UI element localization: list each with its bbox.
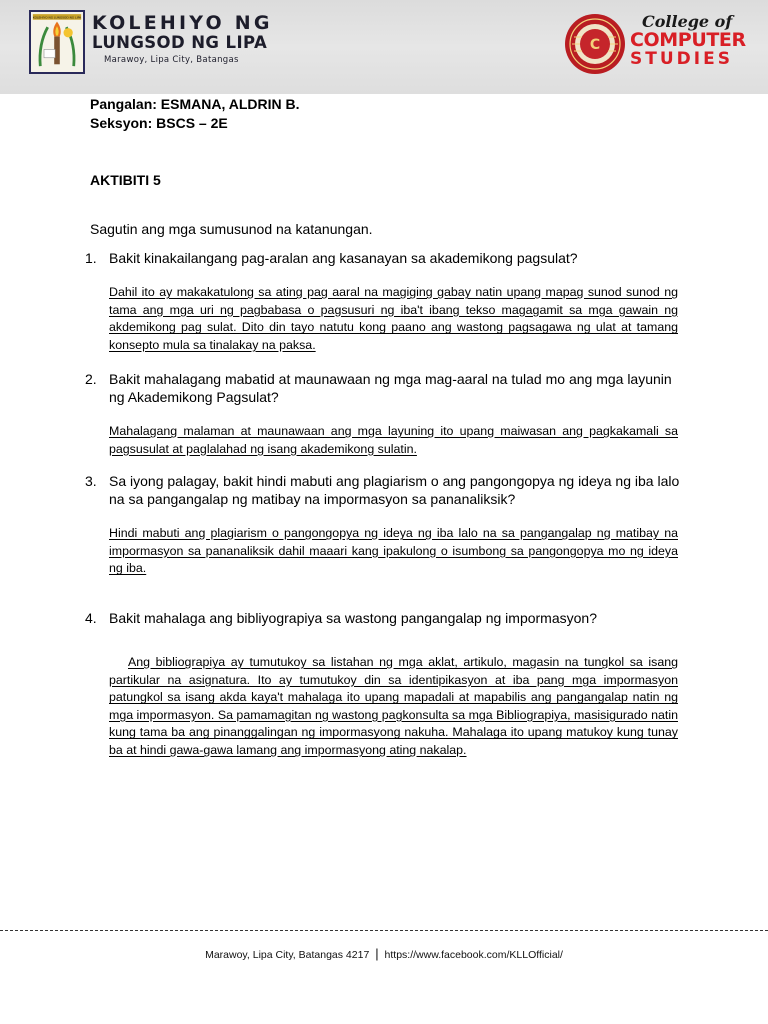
ccs-wordmark <box>630 14 756 68</box>
page-footer <box>0 946 768 961</box>
footer-facebook-link[interactable]: https://www.facebook.com/KLLOfficial/ <box>384 949 563 961</box>
footer-separator: | <box>375 946 379 961</box>
ccs-computer-label: COMPUTER <box>630 29 746 51</box>
activity-instructions: Sagutin ang mga sumusunod na katanungan. <box>90 221 373 237</box>
student-name: Pangalan: ESMANA, ALDRIN B. <box>90 96 300 112</box>
answer-2: Mahalagang malaman at maunawaan ang mga layuning ito upang maiwasan ang pagkakamali sa pagsusulat at paglalahad ng isang akademikong sulatin. <box>109 424 678 456</box>
question-number: 3. <box>85 473 97 489</box>
question-text: Bakit kinakailangang pag-aralan ang kasanayan sa akademikong pagsulat? <box>109 250 578 266</box>
school-name-block <box>92 14 273 64</box>
school-name-line1: KOLEHIYO NG <box>92 12 273 34</box>
ccs-college-label: College of <box>642 12 733 31</box>
footer-divider <box>0 930 768 931</box>
question-4 <box>85 609 685 627</box>
question-text: Sa iyong palagay, bakit hindi mabuti ang plagiarism o ang pangongopya ng ideya ng iba lalo na sa pangangalap ng matibay na impormasyon sa pananaliksik? <box>109 473 680 507</box>
ccs-studies-label: STUDIES <box>630 49 733 69</box>
ccs-emblem-logo <box>564 13 626 75</box>
school-seal-logo <box>29 10 85 74</box>
question-text: Bakit mahalagang mabatid at maunawaan ng mga mag-aaral na tulad mo ang mga layunin ng Akademikong Pagsulat? <box>109 371 672 405</box>
letterhead <box>0 0 768 94</box>
answer-1: Dahil ito ay makakatulong sa ating pag aaral na magiging gabay natin upang mapag sunod sunod ng tama ang mga uri ng pagbabasa o pagsusuri ng iba't ibang tekso magagamit sa mga gawain ng akdemikong pag sulat. Dito din tayo natutu kong paano ang wastong pagsagawa ng ulat at tamang konsepto mula sa tinalakay na paksa. <box>109 285 678 352</box>
student-section: Seksyon: BSCS – 2E <box>90 114 228 131</box>
torch-seal-icon <box>31 12 83 72</box>
activity-title: AKTIBITI 5 <box>90 172 161 188</box>
student-info <box>90 95 300 132</box>
answer-3: Hindi mabuti ang plagiarism o pangongopya ng ideya ng iba lalo na sa pangangalap ng matibay na impormasyon sa pananaliksik dahil maaari kang ipakulong o isumbong sa pangongopya mo ng ideya ng iba. <box>109 526 678 576</box>
footer-address: Marawoy, Lipa City, Batangas 4217 <box>205 949 370 961</box>
school-name-line2: LUNGSOD NG LIPA <box>92 33 268 52</box>
question-1 <box>85 249 685 267</box>
ccs-circle-emblem-icon <box>564 13 626 75</box>
answer-4: Ang bibliograpiya ay tumutukoy sa listahan ng mga aklat, artikulo, magasin na tungkol sa isang partikular na asignatura. Ito ay tumutukoy din sa identipikasyon at iba pang mga impormasyon patungkol sa isang akda kaya't mahalaga ito upang mapadali at mapabilis ang pangangalap natin ng mga impormasyon. Sa pamamagitan ng wastong pagkonsulta sa mga Bibliograpiya, masisigurado natin kung tama ba ang pinanggalingan ng impormasyong nakuha. Mahalaga ito upang matukoy kung tunay ba at hindi gawa-gawa lamang ang impormasyong ating nakalap. <box>109 655 678 757</box>
svg-text:C: C <box>589 37 601 53</box>
school-address: Marawoy, Lipa City, Batangas <box>104 54 239 65</box>
seal-banner-text: KOLEHIYO NG LUNGSOD NG LIPA <box>32 15 82 20</box>
question-number: 1. <box>85 250 97 266</box>
question-3 <box>85 472 685 508</box>
question-number: 2. <box>85 371 97 387</box>
question-2 <box>85 370 685 406</box>
question-text: Bakit mahalaga ang bibliyograpiya sa wastong pangangalap ng impormasyon? <box>109 610 597 626</box>
question-number: 4. <box>85 610 97 626</box>
